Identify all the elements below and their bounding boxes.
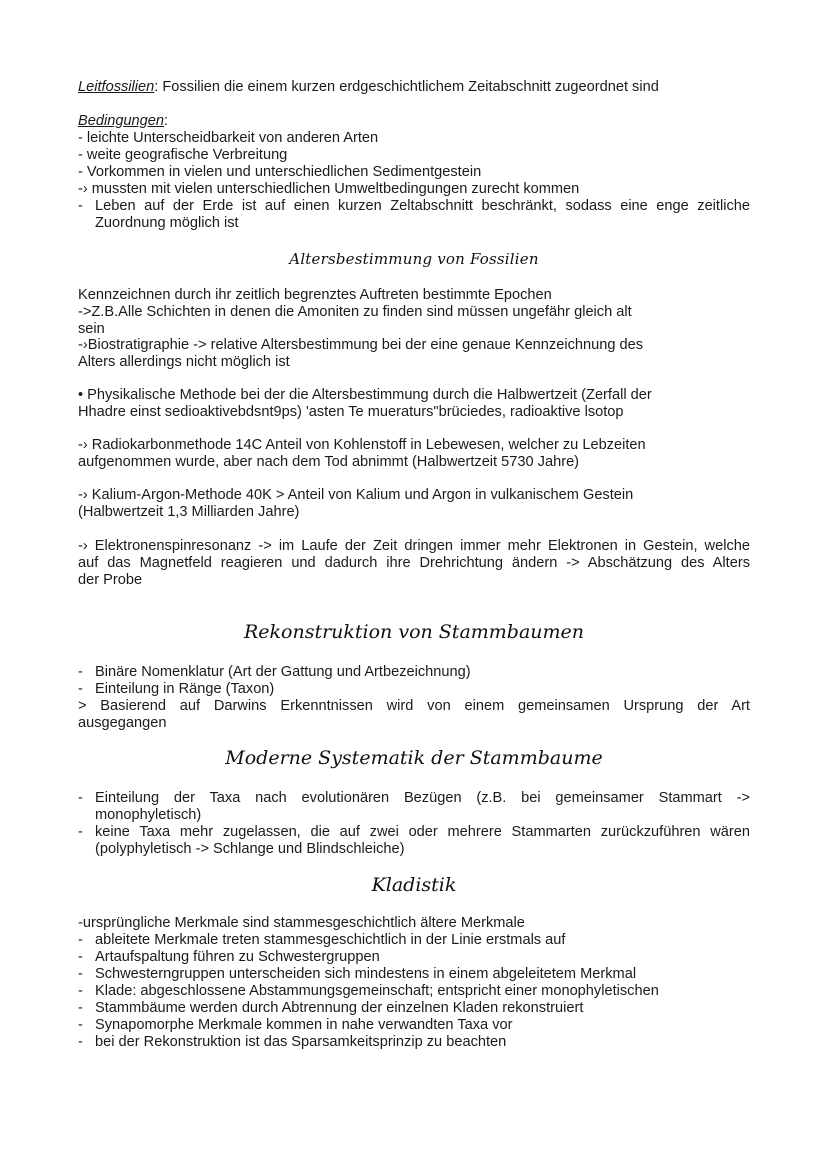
- moderne-item: [78, 824, 750, 841]
- moderne-heading: Moderne Systematik der Stammbaume: [225, 747, 603, 769]
- physikalisch-line1: • Physikalische Methode bei der die Altersbestimmung durch die Halbwertzeit (Zerfall der: [78, 387, 652, 403]
- list-dash: -: [78, 983, 83, 999]
- radiokarbon-line1: -› Radiokarbonmethode 14C Anteil von Kohlenstoff in Lebewesen, welcher zu Lebzeiten: [78, 437, 646, 453]
- radiokarbon-line2: aufgenommen wurde, aber nach dem Tod abnimmt (Halbwertzeit 5730 Jahre): [78, 454, 580, 470]
- bedingung-item: - Vorkommen in vielen und unterschiedlichen Sedimentgestein: [78, 164, 482, 180]
- rekonstruktion-heading: Rekonstruktion von Stammbaumen: [243, 621, 585, 643]
- physikalisch-line2: Hhadre einst sedioaktivebdsnt9ps) 'asten Te mueraturs"brüciedes, radioaktive lsotop: [78, 404, 624, 420]
- bedingung-item: -› mussten mit vielen unterschiedlichen Umweltbedingungen zurecht kommen: [78, 181, 580, 197]
- bedingungen-heading-colon: :: [164, 113, 169, 129]
- bedingung-item-last: [78, 198, 750, 215]
- rekonstruktion-item-text: Einteilung in Ränge (Taxon): [95, 681, 275, 697]
- moderne-item: [78, 790, 750, 807]
- moderne-item1-line1: Einteilung der Taxa nach evolutionären Bezügen (z.B. bei gemeinsamer Stammart ->: [95, 790, 750, 806]
- bedingungen-heading-text: Bedingungen: [78, 113, 165, 129]
- moderne-item1-line2: monophyletisch): [95, 807, 202, 823]
- kladistik-intro: -ursprüngliche Merkmale sind stammesgeschichtlich ältere Merkmale: [78, 915, 525, 931]
- kalium-line2: (Halbwertzeit 1,3 Milliarden Jahre): [78, 504, 300, 520]
- list-dash: -: [78, 1017, 83, 1033]
- kladistik-item: [78, 966, 750, 983]
- kladistik-item-text: Artaufspaltung führen zu Schwestergruppen: [95, 949, 380, 965]
- list-dash: -: [78, 790, 83, 806]
- altersbestimmung-line: -›Biostratigraphie -> relative Altersbestimmung bei der eine genaue Kennzeichnung des: [78, 337, 644, 353]
- kladistik-item-text: Schwesterngruppen unterscheiden sich mindestens in einem abgeleitetem Merkmal: [95, 966, 637, 982]
- kladistik-item: [78, 983, 750, 1000]
- altersbestimmung-line: ->Z.B.Alle Schichten in denen die Amoniten zu finden sind müssen ungefähr gleich alt: [78, 304, 632, 320]
- bedingung-last-line2: Zuordnung möglich ist: [95, 215, 239, 231]
- kladistik-item-text: Klade: abgeschlossene Abstammungsgemeinschaft; entspricht einer monophyletischen: [95, 983, 659, 999]
- rekonstruktion-item: [78, 664, 750, 681]
- altersbestimmung-line: Alters allerdings nicht möglich ist: [78, 354, 290, 370]
- elektronen-line1: -› Elektronenspinresonanz -> im Laufe der Zeit dringen immer mehr Elektronen in Gestein, welche: [78, 538, 750, 554]
- kladistik-heading: Kladistik: [371, 874, 457, 896]
- kladistik-item: [78, 1017, 750, 1034]
- kladistik-item-text: ableitete Merkmale treten stammesgeschichtlich in der Linie erstmals auf: [95, 932, 566, 948]
- altersbestimmung-line: sein: [78, 321, 105, 337]
- darwin-line1: > Basierend auf Darwins Erkenntnissen wird von einem gemeinsamen Ursprung der Art: [78, 698, 750, 714]
- kladistik-item: [78, 1034, 750, 1051]
- altersbestimmung-heading: Altersbestimmung von Fossilien: [289, 250, 539, 268]
- rekonstruktion-item-text: Binäre Nomenklatur (Art der Gattung und Artbezeichnung): [95, 664, 471, 680]
- list-dash: -: [78, 664, 83, 680]
- list-dash: -: [78, 966, 83, 982]
- bedingung-last-line1: Leben auf der Erde ist auf einen kurzen Zeltabschnitt beschränkt, sodass eine enge zeitliche: [95, 198, 750, 214]
- leitfossilien-definition: [78, 79, 750, 96]
- moderne-item2-line2: (polyphyletisch -> Schlange und Blindschleiche): [95, 841, 405, 857]
- kalium-line1: -› Kalium-Argon-Methode 40K > Anteil von Kalium und Argon in vulkanischem Gestein: [78, 487, 634, 503]
- list-dash: -: [78, 824, 83, 840]
- list-dash: -: [78, 1034, 83, 1050]
- list-dash: -: [78, 949, 83, 965]
- bedingungen-heading: [78, 113, 750, 130]
- kladistik-item-text: Stammbäume werden durch Abtrennung der einzelnen Kladen rekonstruiert: [95, 1000, 584, 1016]
- darwin-line2: ausgegangen: [78, 715, 167, 731]
- leitfossilien-text: : Fossilien die einem kurzen erdgeschichtlichem Zeitabschnitt zugeordnet sind: [154, 79, 659, 95]
- bedingung-item: - weite geografische Verbreitung: [78, 147, 288, 163]
- moderne-item2-line1: keine Taxa mehr zugelassen, die auf zwei oder mehrere Stammarten zurückzuführen wären: [95, 824, 750, 840]
- leitfossilien-term: Leitfossilien: [78, 79, 155, 95]
- kladistik-item: [78, 932, 750, 949]
- kladistik-item: [78, 949, 750, 966]
- list-dash: -: [78, 198, 83, 214]
- elektronen-line3: der Probe: [78, 572, 143, 588]
- kladistik-item: [78, 1000, 750, 1017]
- rekonstruktion-item: [78, 681, 750, 698]
- elektronen-line2: auf das Magnetfeld reagieren und dadurch ihre Drehrichtung ändern -> Abschätzung des Alters: [78, 555, 750, 571]
- kladistik-item-text: Synapomorphe Merkmale kommen in nahe verwandten Taxa vor: [95, 1017, 513, 1033]
- altersbestimmung-line: Kennzeichnen durch ihr zeitlich begrenztes Auftreten bestimmte Epochen: [78, 287, 552, 303]
- bedingung-item: - leichte Unterscheidbarkeit von anderen Arten: [78, 130, 379, 146]
- list-dash: -: [78, 1000, 83, 1016]
- kladistik-item-text: bei der Rekonstruktion ist das Sparsamkeitsprinzip zu beachten: [95, 1034, 507, 1050]
- list-dash: -: [78, 681, 83, 697]
- list-dash: -: [78, 932, 83, 948]
